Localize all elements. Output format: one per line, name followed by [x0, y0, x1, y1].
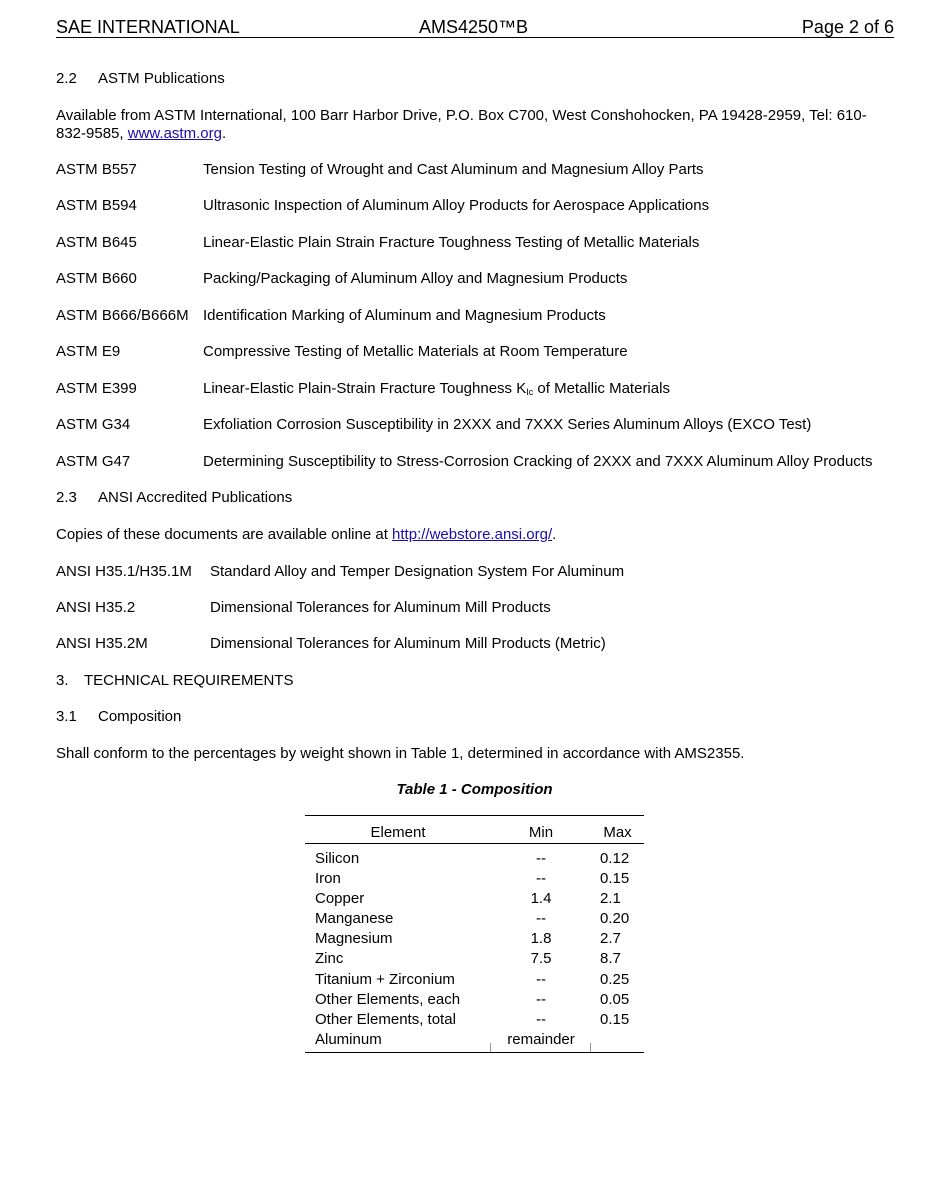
cell-element: Zinc: [315, 950, 344, 967]
cell-max: 0.05: [600, 991, 630, 1008]
ansi-availability-text: Copies of these documents are available online at: [56, 526, 393, 543]
cell-max: 8.7: [600, 950, 621, 967]
cell-element: Iron: [315, 870, 341, 887]
cell-min: 7.5: [530, 950, 552, 967]
ref-code: ASTM B557: [56, 161, 137, 178]
ref-code: ASTM B666/B666M: [56, 307, 189, 324]
ref-code: ASTM B594: [56, 197, 137, 214]
section-number: 2.2: [56, 70, 77, 87]
ref-title: Linear-Elastic Plain Strain Fracture Toughness Testing of Metallic Materials: [203, 234, 700, 251]
section-2-2-heading: [56, 70, 225, 88]
astm-phone-tail: 832-9585,: [56, 125, 128, 142]
ansi-webstore-link[interactable]: http://webstore.ansi.org/: [392, 526, 553, 543]
header-doc-number: AMS4250™B: [419, 17, 529, 37]
ref-title: Ultrasonic Inspection of Aluminum Alloy Products for Aerospace Applications: [203, 197, 710, 214]
section-title: TECHNICAL REQUIREMENTS: [84, 672, 294, 689]
astm-ref-e399: [56, 380, 894, 398]
astm-website-link[interactable]: www.astm.org: [127, 125, 222, 142]
section-2-3-heading: [56, 489, 293, 507]
cell-min: --: [536, 991, 546, 1008]
header-org: SAE INTERNATIONAL: [56, 17, 240, 37]
section-3-1-heading: [56, 708, 182, 726]
ref-title: [203, 380, 670, 401]
ref-code: ASTM B660: [56, 270, 137, 287]
section-number: 3.: [56, 672, 69, 689]
ref-title: Identification Marking of Aluminum and Magnesium Products: [203, 307, 606, 324]
ansi-ref-h35-2m: [56, 635, 894, 653]
cell-element: Manganese: [315, 910, 394, 927]
cell-element: Other Elements, total: [315, 1011, 456, 1028]
ref-code: ASTM E399: [56, 380, 137, 397]
ref-title: Exfoliation Corrosion Susceptibility in 2XXX and 7XXX Series Aluminum Alloys (EXCO Test): [203, 416, 812, 433]
astm-ref-g47: [56, 453, 894, 471]
ref-title: Dimensional Tolerances for Aluminum Mill Products (Metric): [210, 635, 606, 652]
header-element: Element: [370, 824, 426, 841]
header-page-number: Page 2 of 6: [801, 17, 894, 37]
astm-ref-e9: [56, 343, 894, 361]
astm-availability-line2: [56, 125, 226, 143]
ansi-ref-h35-1: [56, 563, 894, 581]
section-3-heading: [56, 672, 294, 690]
cell-min: --: [536, 850, 546, 867]
cell-min: --: [536, 971, 546, 988]
ref-code: ASTM G34: [56, 416, 131, 433]
ref-title: Dimensional Tolerances for Aluminum Mill Products: [210, 599, 551, 616]
ref-code: ASTM E9: [56, 343, 121, 360]
cell-min: --: [536, 870, 546, 887]
ref-code: ANSI H35.1/H35.1M: [56, 563, 192, 580]
cell-element: Copper: [315, 890, 365, 907]
kic-subscript: Ic: [526, 387, 534, 397]
ref-title: Standard Alloy and Temper Designation System For Aluminum: [210, 563, 625, 580]
ref-title-part: of Metallic Materials: [533, 380, 670, 397]
ref-code: ANSI H35.2: [56, 599, 136, 616]
composition-statement: Shall conform to the percentages by weight shown in Table 1, determined in accordance with AMS2355.: [56, 745, 745, 762]
cell-max: 0.15: [600, 870, 630, 887]
cell-max: 2.7: [600, 930, 621, 947]
ref-code: ASTM B645: [56, 234, 137, 251]
cell-max: 0.20: [600, 910, 630, 927]
cell-max: 2.1: [600, 890, 621, 907]
astm-ref-b594: [56, 197, 894, 215]
ref-code: ASTM G47: [56, 453, 131, 470]
ref-title: Determining Susceptibility to Stress-Corrosion Cracking of 2XXX and 7XXX Aluminum Alloy Products: [203, 453, 873, 470]
cell-max: 0.12: [600, 850, 630, 867]
period: .: [552, 526, 557, 543]
cell-element: Other Elements, each: [315, 991, 461, 1008]
header-min: Min: [528, 824, 554, 841]
table-top-rule: [305, 815, 644, 816]
ref-title-part: Linear-Elastic Plain-Strain Fracture Toughness K: [203, 380, 527, 397]
ref-title: Packing/Packaging of Aluminum Alloy and Magnesium Products: [203, 270, 628, 287]
header-max: Max: [603, 824, 632, 841]
table-bottom-rule: [305, 1052, 644, 1053]
cell-element: Magnesium: [315, 930, 393, 947]
section-title: ASTM Publications: [98, 70, 225, 87]
cell-min: 1.8: [530, 930, 552, 947]
table-caption: Table 1 - Composition: [396, 781, 553, 798]
cell-max: 0.25: [600, 971, 630, 988]
astm-ref-b557: [56, 161, 894, 179]
ansi-availability: [56, 526, 556, 544]
section-title: ANSI Accredited Publications: [98, 489, 293, 506]
cell-min: --: [536, 1011, 546, 1028]
ansi-ref-h35-2: [56, 599, 894, 617]
page-header: [56, 17, 894, 38]
period: .: [221, 125, 227, 142]
cell-element: Silicon: [315, 850, 360, 867]
cell-min: --: [536, 910, 546, 927]
section-number: 3.1: [56, 708, 77, 725]
cell-element: Aluminum: [315, 1031, 382, 1048]
ref-title: Tension Testing of Wrought and Cast Aluminum and Magnesium Alloy Parts: [203, 161, 704, 178]
astm-ref-b666: [56, 307, 894, 325]
astm-ref-b645: [56, 234, 894, 252]
ref-title: Compressive Testing of Metallic Materials at Room Temperature: [203, 343, 628, 360]
cell-min: 1.4: [530, 890, 552, 907]
section-number: 2.3: [56, 489, 77, 506]
section-title: Composition: [98, 708, 182, 725]
cell-element: Titanium + Zirconium: [315, 971, 455, 988]
cell-min: remainder: [507, 1031, 575, 1048]
ref-code: ANSI H35.2M: [56, 635, 148, 652]
table-header-rule: [305, 843, 644, 844]
astm-ref-b660: [56, 270, 894, 288]
cell-max: 0.15: [600, 1011, 630, 1028]
astm-ref-g34: [56, 416, 894, 434]
astm-availability-line1: Available from ASTM International, 100 Barr Harbor Drive, P.O. Box C700, West Conshohocken, PA 19428-2959, Tel: 610-: [56, 107, 867, 124]
